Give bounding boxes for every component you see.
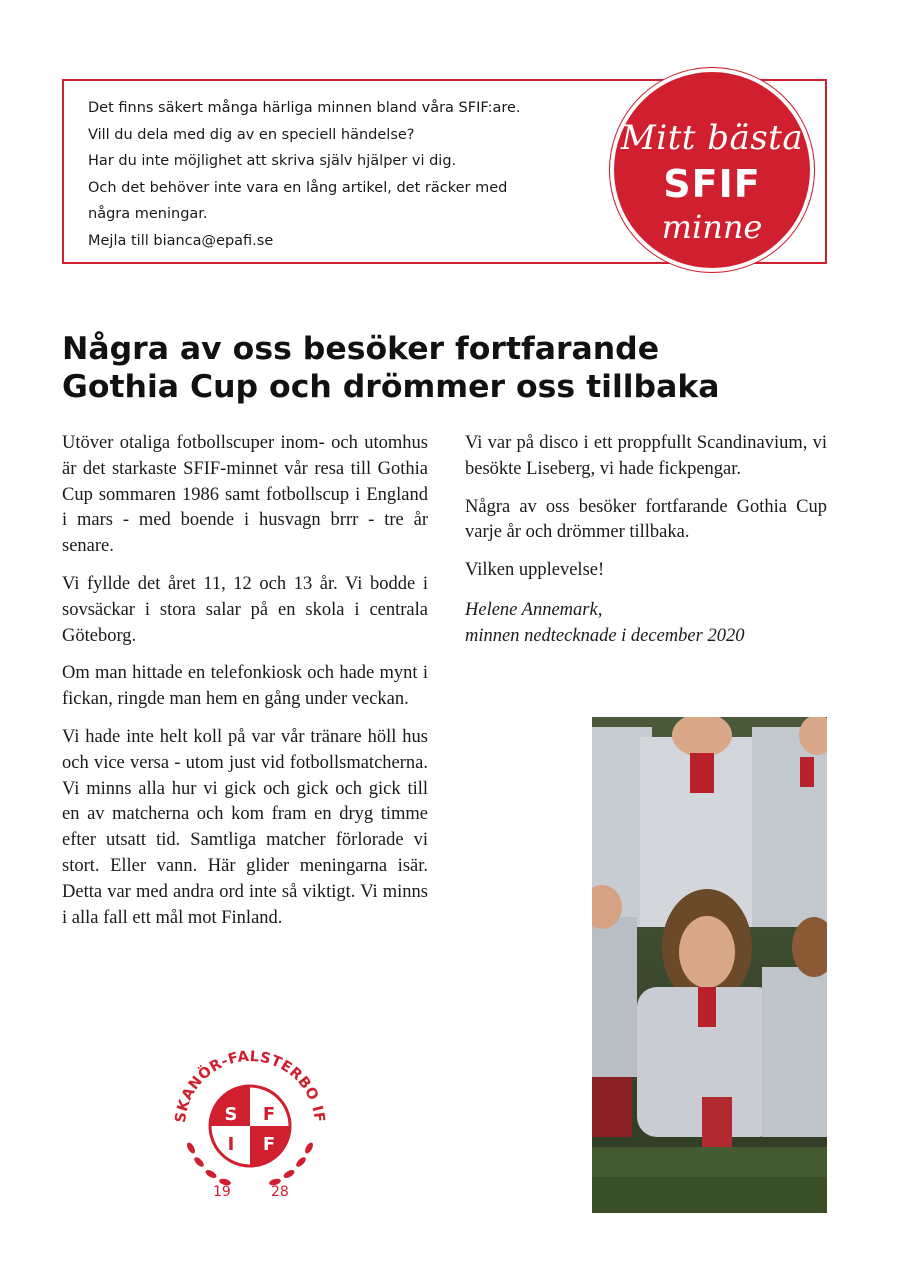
team-photo-illustration — [592, 717, 827, 1213]
article-headline — [62, 330, 842, 406]
logo-letter-f2: F — [262, 1134, 276, 1155]
logo-year-right: 28 — [271, 1184, 289, 1200]
article-left-column — [62, 431, 428, 943]
paragraph: Vi fyllde det året 11, 12 och 13 år. Vi bodde i sovsäckar i stora salar på en skola i centrala Göteborg. — [62, 573, 428, 646]
paragraph: Vi var på disco i ett proppfullt Scandinavium, vi besökte Liseberg, vi hade fickpengar. — [465, 433, 827, 479]
club-logo-emblem — [155, 1030, 345, 1202]
logo-letter-f1: F — [262, 1104, 276, 1125]
badge-top-text: Mitt bästa — [620, 118, 804, 158]
logo-year-left: 19 — [213, 1184, 231, 1200]
badge-bottom-text: minne — [661, 208, 763, 246]
article-right-column — [465, 431, 827, 650]
club-logo — [155, 1030, 345, 1202]
paragraph: Vilken upplevelse! — [465, 560, 605, 581]
paragraph: Vi hade inte helt koll på var vår tränare höll hus och vice versa - utom just vid fotbollsmatcherna. Vi minns alla hur vi gick och gick och gick till en av matcherna och kom fram en dryg timme efter utsatt tid. Samtliga matcher förlorade vi stort. Eller vann. Här glider meningarna isär. Detta var med andra ord inte så viktigt. Vi minns i alla fall ett mål mot Finland. — [62, 726, 428, 928]
paragraph: Om man hittade en telefonkiosk och hade mynt i fickan, ringde man hem en gång under veckan. — [62, 663, 428, 710]
info-line: några meningar. — [88, 206, 208, 222]
logo-letter-i: I — [227, 1134, 235, 1155]
paragraph: Några av oss besöker fortfarande Gothia Cup varje år och drömmer tillbaka. — [465, 496, 827, 543]
signature — [465, 598, 827, 650]
headline-line-1: Några av oss besöker fortfarande — [62, 331, 660, 367]
signature-name: Helene Annemark, — [465, 599, 603, 620]
team-photo — [592, 717, 827, 1213]
logo-letter-s: S — [224, 1104, 238, 1125]
info-line: Och det behöver inte vara en lång artikel, det räcker med — [88, 179, 508, 196]
logo-ring-text: SKANÖR-FALSTERBO IF — [172, 1048, 328, 1124]
info-line: Vill du dela med dig av en speciell händelse? — [88, 126, 415, 143]
paragraph: Utöver otaliga fotbollscuper inom- och utomhus är det starkaste SFIF-minnet vår resa till Gothia Cup sommaren 1986 samt fotbollscup i England i mars - med boende i husvagn brrr - tre år senare. — [62, 433, 428, 557]
memory-badge — [610, 68, 814, 272]
badge-middle-text: SFIF — [663, 162, 761, 206]
info-line: Det finns säkert många härliga minnen bland våra SFIF:are. — [88, 100, 521, 116]
info-email-line: Mejla till bianca@epafi.se — [88, 232, 274, 249]
info-line: Har du inte möjlighet att skriva själv hjälper vi dig. — [88, 153, 457, 169]
signature-note: minnen nedtecknade i december 2020 — [465, 625, 745, 646]
headline-line-2: Gothia Cup och drömmer oss tillbaka — [62, 369, 720, 405]
info-text — [88, 95, 521, 254]
